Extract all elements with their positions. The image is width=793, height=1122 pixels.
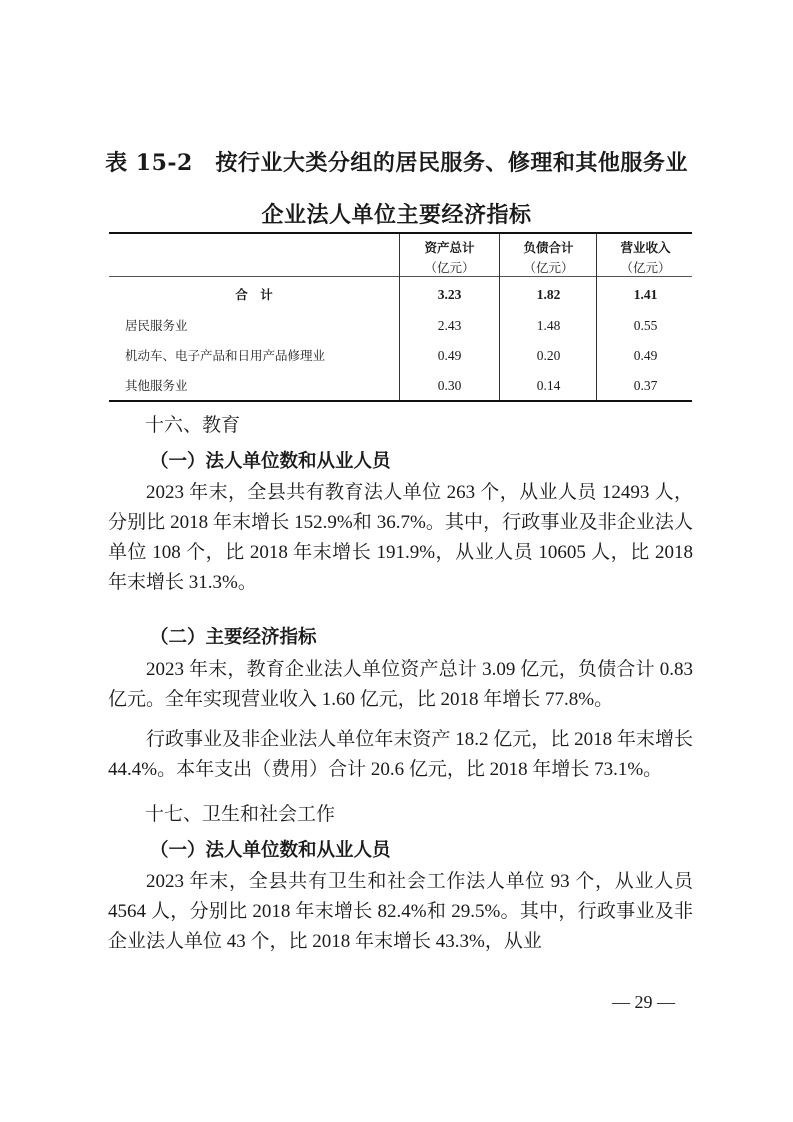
column-header-name: 资产总计 — [424, 240, 475, 255]
cell-value: 0.37 — [633, 378, 658, 393]
column-header — [597, 240, 694, 276]
table-bottom-border — [109, 400, 692, 402]
column-header-name: 负债合计 — [523, 240, 574, 255]
table-title-line2: 企业法人单位主要经济指标 — [261, 202, 532, 228]
column-divider — [399, 234, 400, 400]
paragraph: 2023 年末，全县共有教育法人单位 263 个，从业人员 12493 人，分别比 2018 年末增长 152.9%和 36.7%。其中，行政事业及非企业法人单位 108 个，比 2018 年末增长 191.9%，从业人员 10605 人，比 2018 年末增长 31.3%。 — [108, 482, 693, 593]
cell-value: 3.23 — [437, 287, 462, 302]
paragraph: 2023 年末，全县共有卫生和社会工作法人单位 93 个，从业人员 4564 人，分别比 2018 年末增长 82.4%和 29.5%。其中，行政事业及非企业法人单位 43 个，比 2018 年末增长 43.3%，从业 — [108, 871, 693, 952]
row-label: 合 计 — [235, 287, 273, 302]
column-header-name: 营业收入 — [620, 240, 671, 255]
subsection-heading: （一）法人单位数和从业人员 — [150, 451, 391, 472]
row-label: 居民服务业 — [125, 318, 188, 333]
column-header-unit: （亿元） — [424, 260, 475, 275]
column-header — [401, 240, 498, 276]
paragraph: 行政事业及非企业法人单位年末资产 18.2 亿元，比 2018 年末增长 44.4%。本年支出（费用）合计 20.6 亿元，比 2018 年增长 73.1%。 — [108, 729, 693, 780]
cell-value: 0.14 — [536, 378, 561, 393]
cell-value: 0.49 — [633, 348, 658, 363]
row-label: 机动车、电子产品和日用产品修理业 — [125, 348, 326, 363]
subsection-heading: （二）主要经济指标 — [150, 627, 317, 648]
column-header — [500, 240, 597, 276]
section-heading: 十七、卫生和社会工作 — [145, 803, 336, 825]
cell-value: 1.48 — [536, 318, 561, 333]
section-heading: 十六、教育 — [145, 414, 241, 436]
row-label: 其他服务业 — [125, 378, 188, 393]
column-header-unit: （亿元） — [620, 260, 671, 275]
cell-value: 0.55 — [633, 318, 658, 333]
subsection-heading: （一）法人单位数和从业人员 — [150, 840, 391, 861]
cell-value: 0.49 — [437, 348, 462, 363]
paragraph: 2023 年末，教育企业法人单位资产总计 3.09 亿元，负债合计 0.83 亿元。全年实现营业收入 1.60 亿元，比 2018 年增长 77.8%。 — [108, 659, 693, 710]
cell-value: 0.20 — [536, 348, 561, 363]
cell-value: 1.41 — [633, 287, 658, 302]
table-title-line1: 表 15-2 按行业大类分组的居民服务、修理和其他服务业 — [105, 150, 688, 176]
table-header-divider — [109, 276, 692, 277]
cell-value: 1.82 — [536, 287, 561, 302]
page-number: — 29 — — [612, 992, 675, 1012]
cell-value: 0.30 — [437, 378, 462, 393]
table-top-border — [109, 232, 692, 234]
column-header-unit: （亿元） — [523, 260, 574, 275]
cell-value: 2.43 — [437, 318, 462, 333]
